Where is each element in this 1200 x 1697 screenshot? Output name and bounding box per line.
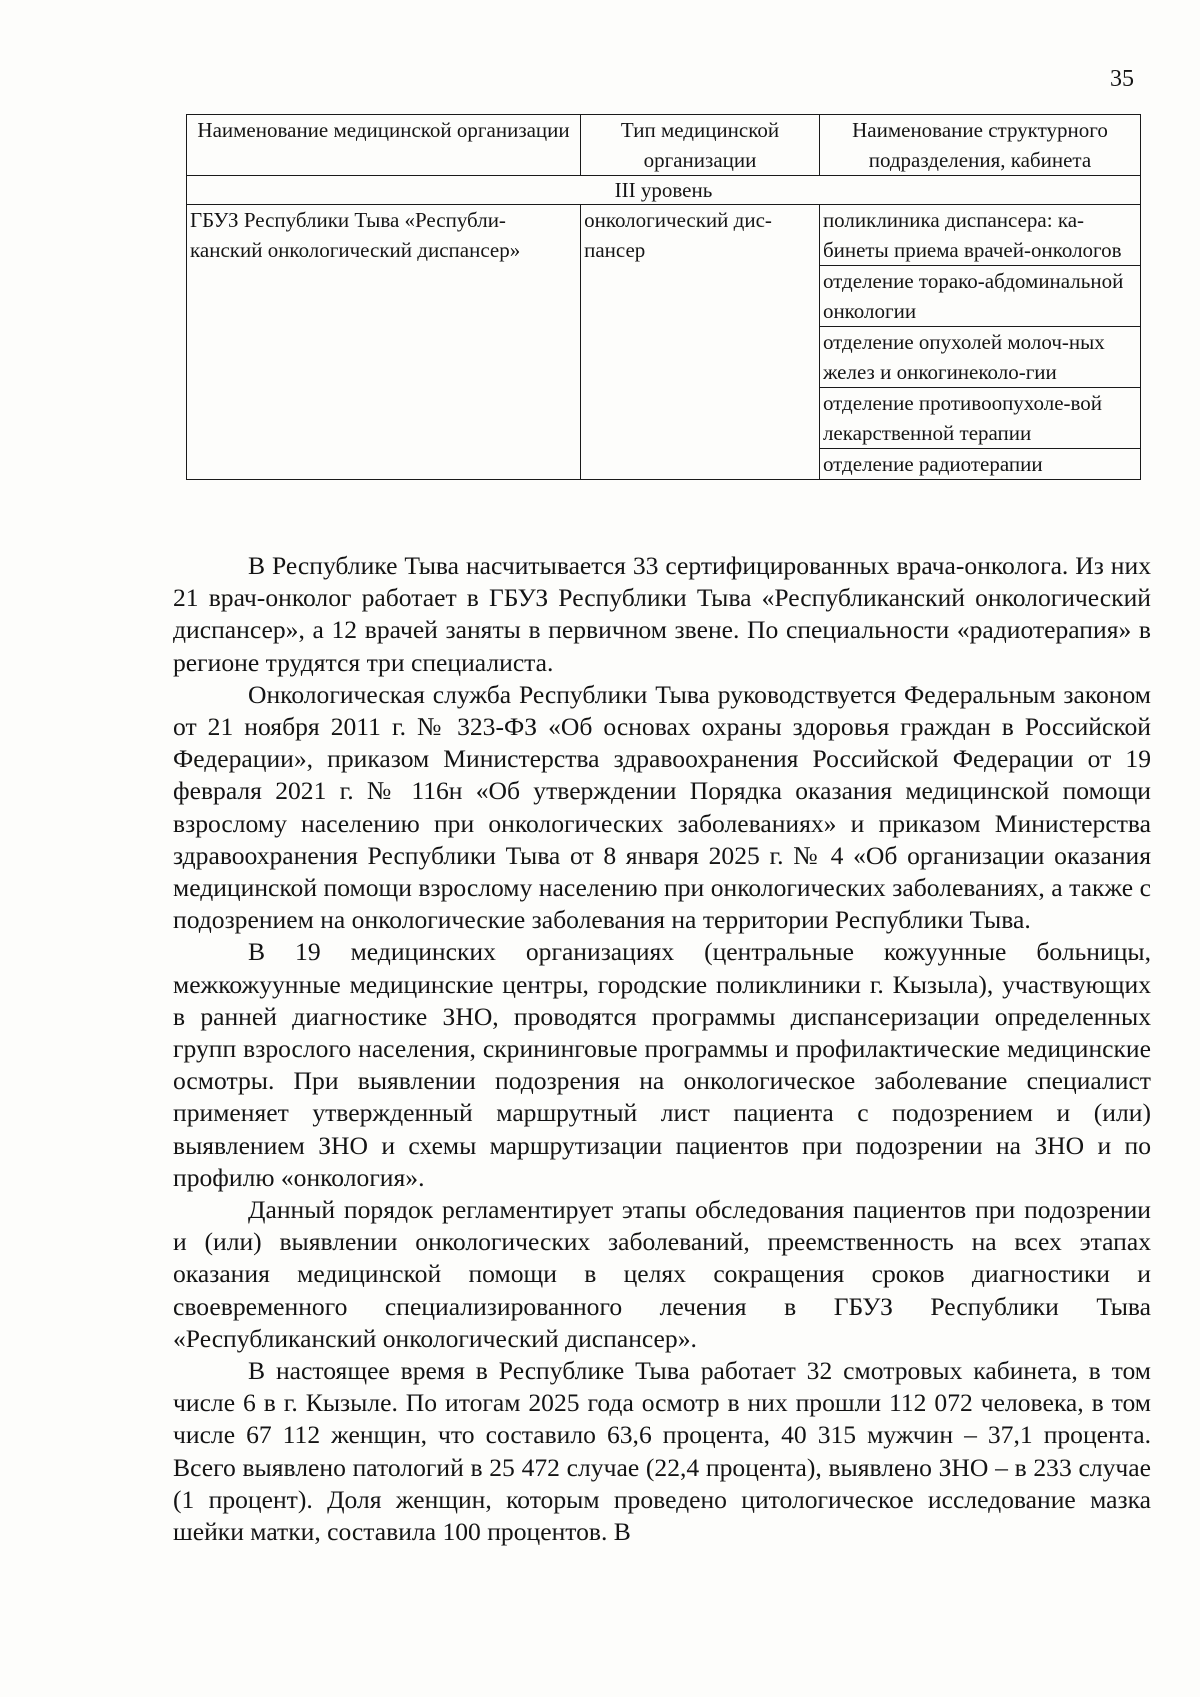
header-org-name: Наименование медицинской организации <box>187 115 581 176</box>
level-label: III уровень <box>187 176 1141 205</box>
paragraph: Данный порядок регламентирует этапы обследования пациентов при подозрении и (или) выявлении онкологических заболеваний, преемственность на всех этапах оказания медицинской помощи в целях сокращения сроков диагностики и своевременного специализированного лечения в ГБУЗ Республики Тыва «Республиканский онкологический диспансер». <box>173 1195 1151 1353</box>
paragraph: В 19 медицинских организациях (центральные кожуунные больницы, межкожуунные медицинские центры, городские поликлиники г. Кызыла), участвующих в ранней диагностике ЗНО, проводятся программы диспансеризации определенных групп взрослого населения, скрининговые программы и профилактические медицинские осмотры. При выявлении подозрения на онкологическое заболевание специалист применяет утвержденный маршрутный лист пациента с подозрением и (или) выявлением ЗНО и схемы маршрутизации пациентов при подозрении на ЗНО и по профилю «онкология». <box>173 937 1151 1192</box>
paragraph: В Республике Тыва насчитывается 33 сертифицированных врача-онколога. Из них 21 врач-онколог работает в ГБУЗ Республики Тыва «Республиканский онкологический диспансер», а 12 врачей заняты в первичном звене. По специальности «радиотерапия» в регионе трудятся три специалиста. <box>173 551 1151 677</box>
unit-cell: отделение торако-абдоминальной онкологии <box>819 266 1140 327</box>
table-header-row <box>187 115 1141 176</box>
body-text <box>173 550 1151 1548</box>
header-org-type: Тип медицинской организации <box>581 115 820 176</box>
unit-cell: отделение опухолей молоч-ных желез и онкогинеколо-гии <box>819 327 1140 388</box>
header-unit-name: Наименование структурного подразделения, кабинета <box>819 115 1140 176</box>
organization-table <box>186 114 1141 480</box>
org-type-cell: онкологический дис-пансер <box>581 205 820 480</box>
unit-cell: поликлиника диспансера: ка-бинеты приема врачей-онкологов <box>819 205 1140 266</box>
paragraph: Онкологическая служба Республики Тыва руководствуется Федеральным законом от 21 ноября 2011 г. № 323-ФЗ «Об основах охраны здоровья граждан в Российской Федерации», приказом Министерства здравоохранения Российской Федерации от 19 февраля 2021 г. № 116н «Об утверждении Порядка оказания медицинской помощи взрослому населению при онкологических заболеваниях» и приказом Министерства здравоохранения Республики Тыва от 8 января 2025 г. № 4 «Об организации оказания медицинской помощи взрослому населению при онкологических заболеваниях, а также с подозрением на онкологические заболевания на территории Республики Тыва. <box>173 679 1151 935</box>
table-row <box>187 205 1141 266</box>
paragraph: В настоящее время в Республике Тыва работает 32 смотровых кабинета, в том числе 6 в г. Кызыле. По итогам 2025 года осмотр в них прошли 112 072 человека, в том числе 67 112 женщин, что составило 63,6 процента, 40 315 мужчин – 37,1 процента. Всего выявлено патологий в 25 472 случае (22,4 процента), выявлено ЗНО – в 233 случае (1 процент). Доля женщин, которым проведено цитологическое исследование мазка шейки матки, составила 100 процентов. В <box>173 1356 1151 1547</box>
table-level-row <box>187 176 1141 205</box>
unit-cell: отделение противоопухоле-вой лекарственной терапии <box>819 388 1140 449</box>
unit-cell: отделение радиотерапии <box>819 449 1140 480</box>
org-name-cell: ГБУЗ Республики Тыва «Республи-канский онкологический диспансер» <box>187 205 581 480</box>
page-number: 35 <box>1110 66 1134 92</box>
